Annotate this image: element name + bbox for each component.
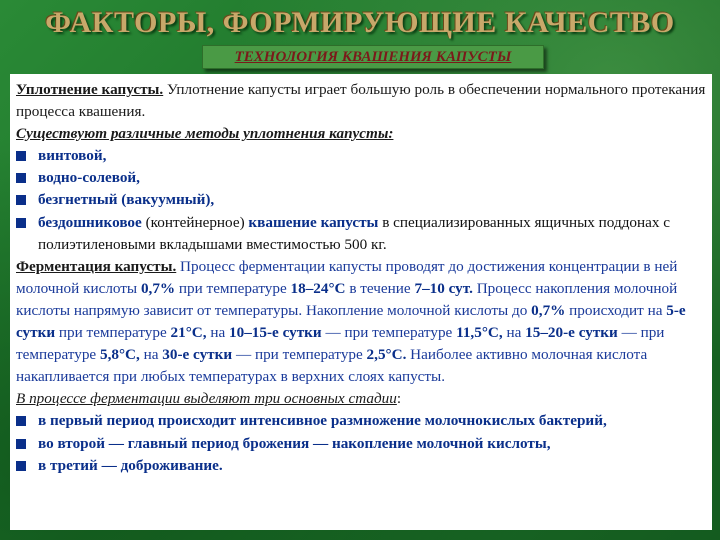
ferm-value: 15–20-е сутки xyxy=(525,324,618,342)
method-label: винтовой, xyxy=(38,147,107,165)
ferm-value: 18–24°С xyxy=(290,279,346,297)
ferm-value: 5,8°С, xyxy=(99,346,140,364)
ferm-text: — при температуре xyxy=(232,346,367,364)
stage-item xyxy=(16,410,706,432)
ferm-text: Процесс ферментации капусты проводят до достижения концентрации в ней молочной кислоты xyxy=(16,257,678,297)
methods-heading-line xyxy=(16,123,706,145)
ferm-value: 0,7% xyxy=(140,279,176,297)
ferm-text: на xyxy=(139,346,163,364)
ferm-value: 0,7% xyxy=(531,301,566,319)
ferm-text: Процесс накопления молочной кислоты напрямую зависит от температуры. Накопление молочной кислоты до xyxy=(16,279,678,319)
stage-item xyxy=(16,433,706,455)
bullet-square-icon xyxy=(16,151,26,161)
bullet-square-icon xyxy=(16,416,26,426)
ferm-text: при температуре xyxy=(175,279,291,297)
method-item xyxy=(16,212,706,256)
method-label: безгнетный (вакуумный), xyxy=(38,191,215,209)
slide-subtitle: ТЕХНОЛОГИЯ КВАШЕНИЯ КАПУСТЫ xyxy=(234,49,512,65)
ferm-text: — при температуре xyxy=(321,324,457,342)
ferm-value: 7–10 сут. xyxy=(414,279,473,297)
stage-item xyxy=(16,455,706,477)
bullet-square-icon xyxy=(16,218,26,228)
ferm-text: на xyxy=(502,324,526,342)
bullet-square-icon xyxy=(16,195,26,205)
compaction-heading: Уплотнение капусты. xyxy=(16,81,164,98)
stage-text: в первый период происходит интенсивное размножение молочнокислых бактерий, xyxy=(38,412,607,430)
method-item xyxy=(16,189,706,211)
ferm-text: в течение xyxy=(345,279,415,297)
method-label: бездошниковое xyxy=(38,213,142,231)
content-panel xyxy=(10,74,712,530)
method-label: водно-солевой, xyxy=(38,169,140,187)
ferm-value: 21°С, xyxy=(170,324,207,342)
subtitle-box xyxy=(202,45,544,69)
stages-colon: : xyxy=(396,390,402,408)
compaction-paragraph xyxy=(16,79,706,123)
method-label-bold: квашение капусты xyxy=(248,213,379,231)
method-item xyxy=(16,167,706,189)
slide-title: ФАКТОРЫ, ФОРМИРУЮЩИЕ КАЧЕСТВО xyxy=(45,6,675,39)
method-rest: в специализированных ящичных поддонах с полиэтиленовыми вкладышами вместимостью 500 кг. xyxy=(38,213,671,253)
bullet-square-icon xyxy=(16,461,26,471)
methods-heading: Существуют различные методы уплотнения капусты: xyxy=(16,125,394,143)
bullet-square-icon xyxy=(16,439,26,449)
ferm-value: 5-е сутки xyxy=(16,301,686,342)
fermentation-heading: Ферментация капусты. xyxy=(16,257,177,275)
method-item xyxy=(16,145,706,167)
bullet-square-icon xyxy=(16,173,26,183)
stage-text: во второй — главный период брожения — накопление молочной кислоты, xyxy=(38,434,551,452)
fermentation-paragraph xyxy=(16,256,706,389)
method-label-plain: (контейнерное) xyxy=(141,213,249,231)
compaction-text: Уплотнение капусты играет большую роль в обеспечении нормального протекания процесса квашения. xyxy=(16,81,706,121)
ferm-text: при температуре xyxy=(55,324,171,342)
ferm-value: 30-е сутки xyxy=(162,346,233,364)
ferm-text: на xyxy=(206,324,230,342)
ferm-value: 11,5°С, xyxy=(456,324,503,342)
ferm-value: 10–15-е сутки xyxy=(229,324,322,342)
ferm-value: 2,5°С. xyxy=(366,346,407,364)
stages-heading: В процессе ферментации выделяют три основных стадии xyxy=(16,390,397,408)
ferm-text: происходит на xyxy=(565,301,667,319)
stage-text: в третий — доброживание. xyxy=(38,456,223,474)
ferm-text: — при температуре xyxy=(16,324,665,364)
stages-heading-line xyxy=(16,388,706,410)
ferm-text: Наиболее активно молочная кислота накапливается при любых температурах в верхних слоях капусты. xyxy=(16,346,648,386)
